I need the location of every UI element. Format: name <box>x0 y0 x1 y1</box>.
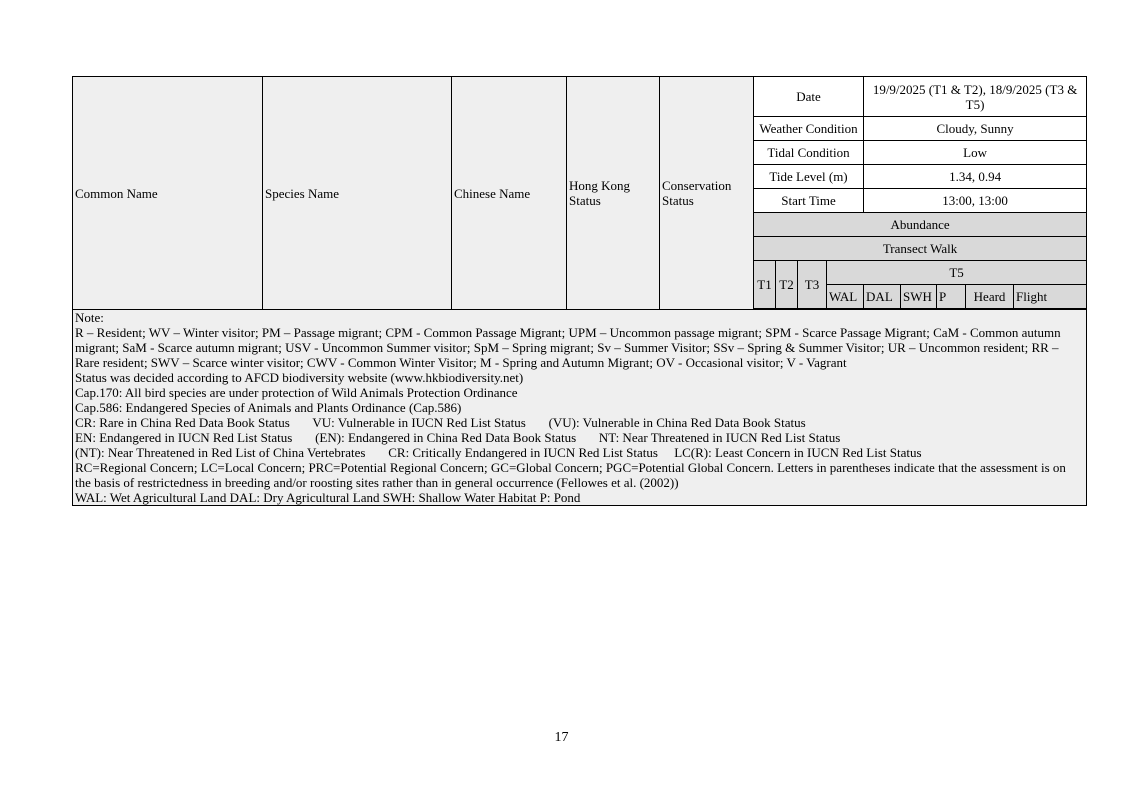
tidal-value: Low <box>864 141 1087 165</box>
col-common-name: Common Name <box>73 77 263 310</box>
date-value: 19/9/2025 (T1 & T2), 18/9/2025 (T3 & T5) <box>864 77 1087 117</box>
col-chinese-name: Chinese Name <box>452 77 567 310</box>
transect-t2: T2 <box>776 261 798 309</box>
col-hong-kong-status: Hong Kong Status <box>567 77 660 310</box>
transect-t1: T1 <box>754 261 776 309</box>
weather-value: Cloudy, Sunny <box>864 117 1087 141</box>
notes-cell <box>73 310 1087 506</box>
page-number: 17 <box>554 730 569 745</box>
habitat-heard: Heard <box>966 285 1014 309</box>
habitat-swh: SWH <box>901 285 937 309</box>
note-status-source: Status was decided according to AFCD biodiversity website (www.hkbiodiversity.net) <box>75 370 524 385</box>
abundance-header: Abundance <box>754 213 1087 237</box>
habitat-dal: DAL <box>864 285 901 309</box>
note-status-codes: R – Resident; WV – Winter visitor; PM – Passage migrant; CPM - Common Passage Migrant; UPM – Uncommon passage migrant; SPM - Scarce Passage Migrant; CaM - Common autumn migrant; SaM - Scarce autumn migrant; USV - Uncommon Summer visitor; SpM – Spring migrant; Sv – Summer Visitor; SSv – Spring & Summer Visitor; UR – Uncommon resident; RR – Rare resident; SWV – Scarce winter visitor; CWV - Common Winter Visitor; M - Spring and Autumn Migrant; OV - Occasional visitor; V - Vagrant <box>75 325 1061 370</box>
tidal-label: Tidal Condition <box>754 141 864 165</box>
note-cap170: Cap.170: All bird species are under protection of Wild Animals Protection Ordinance <box>75 385 518 400</box>
tide-level-label: Tide Level (m) <box>754 165 864 189</box>
transect-walk-header: Transect Walk <box>754 237 1087 261</box>
note-concern-levels: RC=Regional Concern; LC=Local Concern; PRC=Potential Regional Concern; GC=Global Concern; PGC=Potential Global Concern. Letters in parentheses indicate that the assessment is on the basis of restrictedness in breeding and/or roosting sites rather than in general occurrence (Fellowes et al. (2002)) <box>75 460 1066 490</box>
survey-table <box>72 76 1087 506</box>
col-species-name: Species Name <box>263 77 452 310</box>
note-red-list-3: (NT): Near Threatened in Red List of China Vertebrates CR: Critically Endangered in IUCN Red List Status LC(R): Least Concern in IUCN Red List Status <box>75 445 922 460</box>
transect-t5: T5 <box>827 261 1087 285</box>
note-habitat-codes: WAL: Wet Agricultural Land DAL: Dry Agricultural Land SWH: Shallow Water Habitat P: Pond <box>75 490 581 505</box>
habitat-p: P <box>937 285 966 309</box>
weather-label: Weather Condition <box>754 117 864 141</box>
transect-t3: T3 <box>798 261 827 309</box>
note-red-list-2: EN: Endangered in IUCN Red List Status (EN): Endangered in China Red Data Book Status NT: Near Threatened in IUCN Red List Status <box>75 430 841 445</box>
note-cap586: Cap.586: Endangered Species of Animals and Plants Ordinance (Cap.586) <box>75 400 462 415</box>
start-time-value: 13:00, 13:00 <box>864 189 1087 213</box>
note-red-list-1: CR: Rare in China Red Data Book Status VU: Vulnerable in IUCN Red List Status (VU): Vulnerable in China Red Data Book Status <box>75 415 806 430</box>
col-conservation-status: Conservation Status <box>660 77 754 310</box>
date-label: Date <box>754 77 864 117</box>
start-time-label: Start Time <box>754 189 864 213</box>
habitat-wal: WAL <box>827 285 864 309</box>
note-heading: Note: <box>75 310 104 325</box>
tide-level-value: 1.34, 0.94 <box>864 165 1087 189</box>
habitat-flight: Flight <box>1014 285 1087 309</box>
